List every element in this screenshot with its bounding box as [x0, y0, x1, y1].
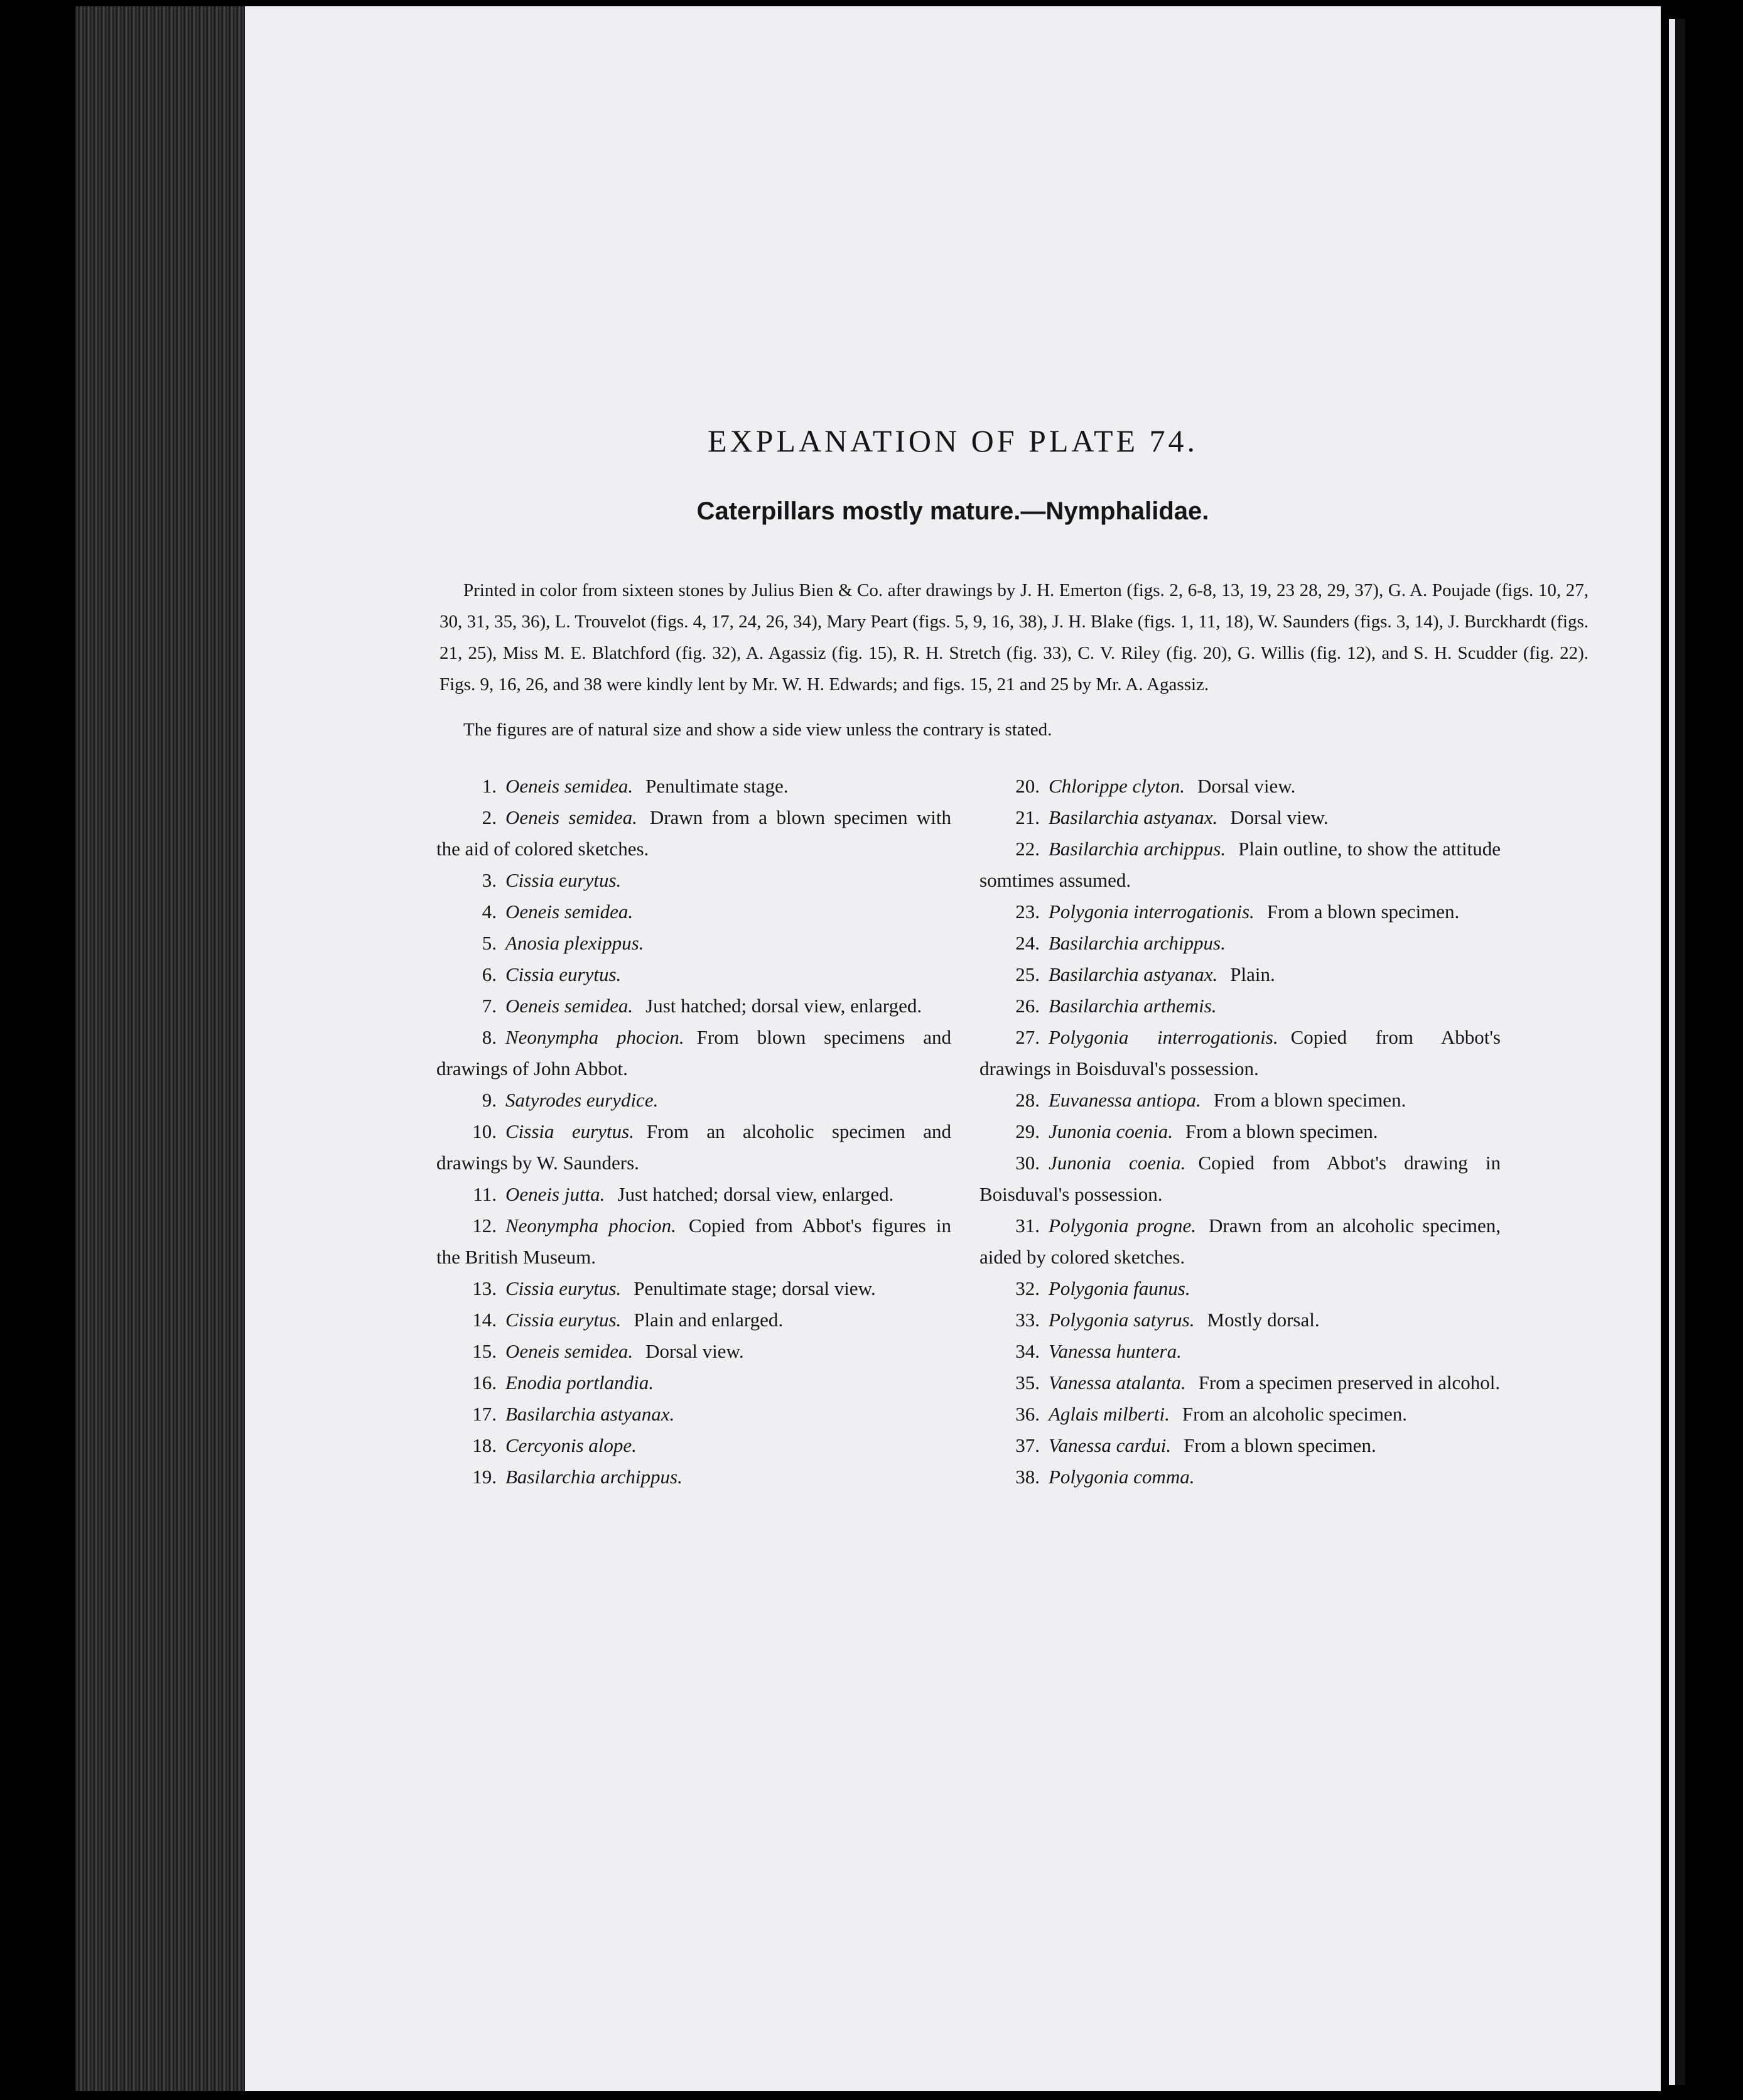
figure-description: Dorsal view.: [1230, 806, 1329, 828]
figure-entry: [436, 1304, 951, 1336]
species-name: Oeneis semidea.: [505, 901, 634, 923]
figure-entry: [979, 1147, 1501, 1210]
figure-entry: [979, 833, 1501, 896]
figure-description: Plain and enlarged.: [634, 1309, 784, 1331]
figure-entry: [436, 928, 951, 959]
species-name: Neonympha phocion.: [505, 1026, 684, 1048]
figure-number: 3.: [482, 869, 497, 891]
figure-entry: [436, 802, 951, 865]
figure-entry: [979, 896, 1501, 928]
figure-number: 1.: [482, 775, 497, 797]
figure-number: 15.: [472, 1340, 497, 1362]
figure-entry: [979, 1367, 1501, 1399]
plate-title: EXPLANATION OF PLATE 74.: [707, 423, 1199, 458]
figure-entry: [979, 1085, 1501, 1116]
species-name: Aglais milberti.: [1049, 1403, 1170, 1425]
figure-number: 19.: [472, 1466, 497, 1488]
figure-description: From a blown specimen.: [1266, 901, 1460, 923]
species-name: Polygonia satyrus.: [1049, 1309, 1195, 1331]
figure-number: 28.: [1015, 1089, 1040, 1111]
figure-entry: [979, 928, 1501, 959]
figure-number: 13.: [472, 1277, 497, 1299]
species-name: Cissia eurytus.: [505, 1277, 622, 1299]
figure-description: Drawn from a blown specimen with the aid of colored sketches.: [436, 806, 951, 860]
figure-number: 22.: [1015, 838, 1040, 860]
species-name: Oeneis semidea.: [505, 1340, 634, 1362]
figure-description: From a blown specimen.: [1213, 1089, 1406, 1111]
figure-entry: [979, 1273, 1501, 1304]
figure-entry: [436, 1210, 951, 1273]
species-name: Basilarchia astyanax.: [1049, 963, 1218, 985]
species-name: Basilarchia arthemis.: [1049, 995, 1217, 1017]
species-name: Enodia portlandia.: [505, 1372, 654, 1394]
species-name: Oeneis jutta.: [505, 1183, 605, 1205]
figure-description: Penultimate stage.: [645, 775, 789, 797]
figure-entry: [436, 1273, 951, 1304]
figure-description: From blown specimens and drawings of John Abbot.: [436, 1026, 951, 1080]
species-name: Anosia plexippus.: [505, 932, 644, 954]
figure-entry: [979, 1022, 1501, 1085]
figure-entry: [436, 1116, 951, 1179]
figure-number: 16.: [472, 1372, 497, 1394]
figure-number: 9.: [482, 1089, 497, 1111]
species-name: Cercyonis alope.: [505, 1434, 637, 1456]
figure-entry: [436, 1022, 951, 1085]
figure-number: 17.: [472, 1403, 497, 1425]
figure-entry: [979, 1461, 1501, 1493]
species-name: Junonia coenia.: [1049, 1120, 1174, 1142]
figure-number: 2.: [482, 806, 497, 828]
figure-entry: [979, 1210, 1501, 1273]
figure-number: 27.: [1015, 1026, 1040, 1048]
species-name: Junonia coenia.: [1049, 1152, 1186, 1174]
figure-description: Mostly dorsal.: [1207, 1309, 1320, 1331]
species-name: Neonympha phocion.: [505, 1215, 676, 1237]
figure-number: 33.: [1015, 1309, 1040, 1331]
figure-number: 11.: [473, 1183, 497, 1205]
figure-entry: [436, 959, 951, 990]
facing-page-edge: [1675, 19, 1685, 2085]
figure-number: 12.: [472, 1215, 497, 1237]
figure-number: 32.: [1015, 1277, 1040, 1299]
figure-description: Just hatched; dorsal view, enlarged.: [617, 1183, 894, 1205]
figure-description: From an alcoholic specimen.: [1182, 1403, 1408, 1425]
species-name: Cissia eurytus.: [505, 869, 622, 891]
figure-number: 26.: [1015, 995, 1040, 1017]
figure-number: 14.: [472, 1309, 497, 1331]
species-name: Chlorippe clyton.: [1049, 775, 1185, 797]
figure-entry: [436, 771, 951, 802]
figure-entry: [436, 1085, 951, 1116]
species-name: Polygonia interrogationis.: [1049, 901, 1255, 923]
figure-number: 29.: [1015, 1120, 1040, 1142]
figure-description: Dorsal view.: [645, 1340, 744, 1362]
figure-number: 8.: [482, 1026, 497, 1048]
figure-description: Copied from Abbot's drawing in Boisduval's possession.: [979, 1152, 1501, 1205]
figure-description: Copied from Abbot's figures in the British Museum.: [436, 1215, 951, 1268]
figure-number: 21.: [1015, 806, 1040, 828]
figure-entry: [979, 990, 1501, 1022]
figure-description: From a blown specimen.: [1185, 1120, 1378, 1142]
figure-entry: [979, 802, 1501, 833]
species-name: Vanessa cardui.: [1049, 1434, 1172, 1456]
species-name: Cissia eurytus.: [505, 1120, 634, 1142]
figure-entry: [979, 1116, 1501, 1147]
figure-number: 18.: [472, 1434, 497, 1456]
figure-number: 25.: [1015, 963, 1040, 985]
facing-page-strip: [1669, 19, 1675, 2085]
figure-description: Copied from Abbot's drawings in Boisduval's possession.: [979, 1026, 1501, 1080]
figure-entry: [436, 865, 951, 896]
figure-list-right: [979, 771, 1501, 1493]
species-name: Satyrodes eurydice.: [505, 1089, 659, 1111]
credits-paragraph: Printed in color from sixteen stones by Julius Bien & Co. after drawings by J. H. Emerton (figs. 2, 6-8, 13, 19, 23 28, 29, 37), G. A. Poujade (figs. 10, 27, 30, 31, 35, 36), L. Trouvelot (figs. 4, 17, 24, 26, 34), Mary Peart (figs. 5, 9, 16, 38), J. H. Blake (figs. 1, 11, 18), W. Saunders (figs. 3, 14), J. Burckhardt (figs. 21, 25), Miss M. E. Blatchford (fig. 32), A. Agassiz (fig. 15), R. H. Stretch (fig. 33), C. V. Riley (fig. 20), G. Willis (fig. 12), and S. H. Scudder (fig. 22). Figs. 9, 16, 26, and 38 were kindly lent by Mr. W. H. Edwards; and figs. 15, 21 and 25 by Mr. A. Agassiz.: [440, 580, 1589, 695]
figure-entry: [436, 1367, 951, 1399]
species-name: Cissia eurytus.: [505, 1309, 622, 1331]
species-name: Oeneis semidea.: [505, 775, 634, 797]
figure-entry: [979, 959, 1501, 990]
figure-description: From an alcoholic specimen and drawings by W. Saunders.: [436, 1120, 951, 1174]
figure-number: 34.: [1015, 1340, 1040, 1362]
figure-number: 37.: [1015, 1434, 1040, 1456]
figures-note: The figures are of natural size and show a side view unless the contrary is stated.: [463, 720, 1052, 740]
figure-number: 20.: [1015, 775, 1040, 797]
book-page-edges: [75, 6, 251, 2091]
figure-number: 10.: [472, 1120, 497, 1142]
figure-number: 31.: [1015, 1215, 1040, 1237]
figure-number: 30.: [1015, 1152, 1040, 1174]
figure-description: From a blown specimen.: [1184, 1434, 1376, 1456]
species-name: Oeneis semidea.: [505, 995, 634, 1017]
figure-entry: [436, 1430, 951, 1461]
species-name: Polygonia interrogationis.: [1049, 1026, 1278, 1048]
figure-number: 5.: [482, 932, 497, 954]
species-name: Basilarchia astyanax.: [1049, 806, 1218, 828]
figure-description: Just hatched; dorsal view, enlarged.: [645, 995, 922, 1017]
species-name: Basilarchia archippus.: [1049, 838, 1226, 860]
figure-description: Plain.: [1230, 963, 1275, 985]
figure-description: Drawn from an alcoholic specimen, aided by colored sketches.: [979, 1215, 1501, 1268]
figure-entry: [979, 1430, 1501, 1461]
figure-list-left: [436, 771, 951, 1493]
figure-entry: [436, 1179, 951, 1210]
figure-number: 7.: [482, 995, 497, 1017]
figure-entry: [979, 1399, 1501, 1430]
species-name: Basilarchia astyanax.: [505, 1403, 675, 1425]
figure-entry: [436, 1461, 951, 1493]
figure-number: 4.: [482, 901, 497, 923]
figure-entry: [436, 1336, 951, 1367]
figure-number: 24.: [1015, 932, 1040, 954]
species-name: Basilarchia archippus.: [505, 1466, 683, 1488]
species-name: Vanessa atalanta.: [1049, 1372, 1186, 1394]
figure-entry: [979, 771, 1501, 802]
species-name: Vanessa huntera.: [1049, 1340, 1182, 1362]
figure-description: Dorsal view.: [1197, 775, 1296, 797]
figure-number: 35.: [1015, 1372, 1040, 1394]
figure-number: 23.: [1015, 901, 1040, 923]
figure-entry: [436, 990, 951, 1022]
species-name: Polygonia comma.: [1049, 1466, 1195, 1488]
figure-entry: [436, 1399, 951, 1430]
species-name: Polygonia faunus.: [1049, 1277, 1190, 1299]
species-name: Polygonia progne.: [1049, 1215, 1197, 1237]
figure-number: 38.: [1015, 1466, 1040, 1488]
figure-description: From a specimen preserved in alcohol.: [1198, 1372, 1501, 1394]
figure-description: Penultimate stage; dorsal view.: [634, 1277, 876, 1299]
figure-entry: [436, 896, 951, 928]
plate-subtitle: Caterpillars mostly mature.—Nymphalidae.: [696, 497, 1209, 525]
document-page: [245, 6, 1661, 2091]
figure-description: Plain outline, to show the attitude somtimes assumed.: [979, 838, 1501, 891]
species-name: Oeneis semidea.: [505, 806, 637, 828]
figure-entry: [979, 1336, 1501, 1367]
figure-number: 36.: [1015, 1403, 1040, 1425]
figure-number: 6.: [482, 963, 497, 985]
figure-entry: [979, 1304, 1501, 1336]
species-name: Basilarchia archippus.: [1049, 932, 1226, 954]
species-name: Cissia eurytus.: [505, 963, 622, 985]
species-name: Euvanessa antiopa.: [1049, 1089, 1201, 1111]
